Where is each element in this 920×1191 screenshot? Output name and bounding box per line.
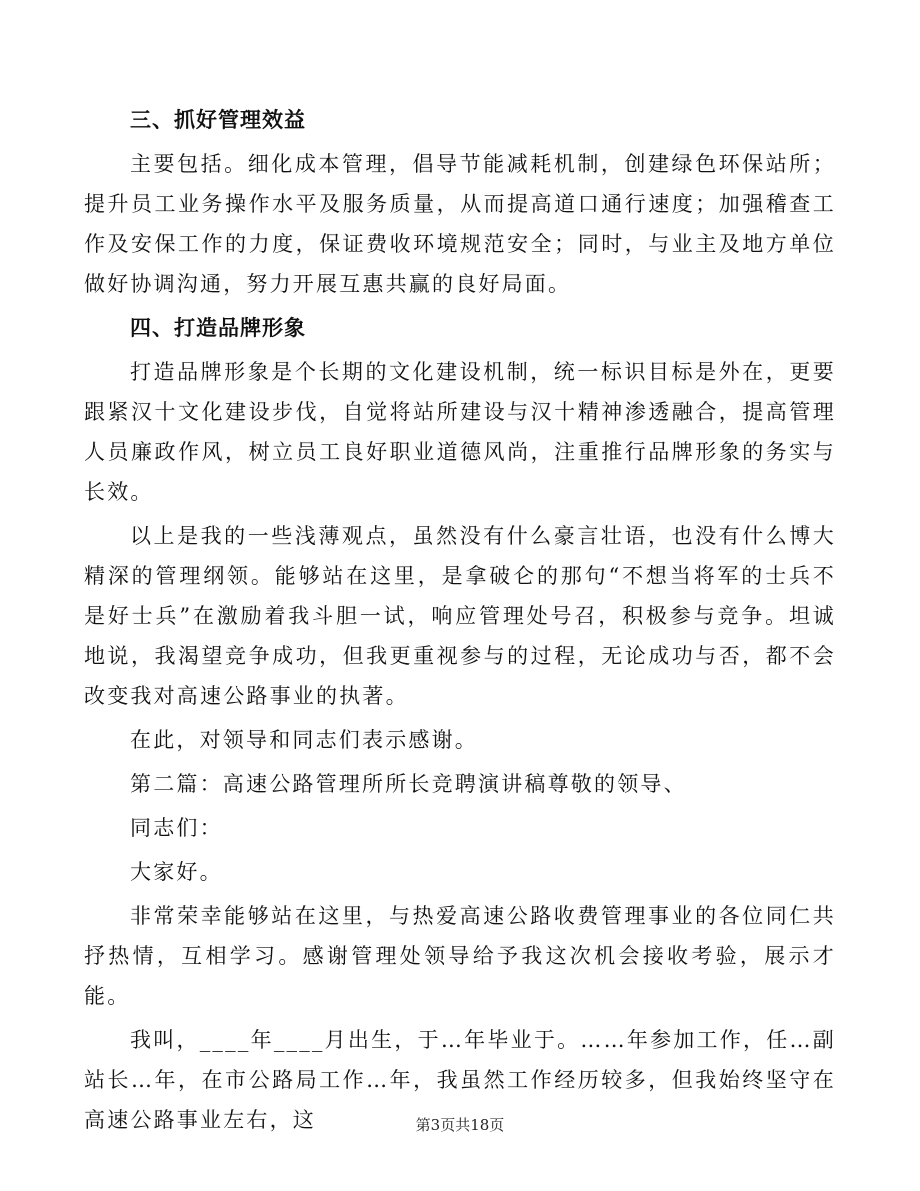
section-heading-3: 三、抓好管理效益: [130, 107, 306, 132]
paragraph-salutation: 同志们：: [130, 816, 223, 840]
paragraph-management-benefits: 主要包括。细化成本管理，倡导节能减耗机制，创建绿色环保站所；提升员工业务操作水平及服务质量，从而提高道口通行速度；加强稽查工作及安保工作的力度，保证费收环境规范安全；同时，与业主及地方单位做好协调沟通，努力开展互惠共赢的良好局面。: [84, 152, 836, 296]
paragraph-closing-views: 以上是我的一些浅薄观点，虽然没有什么豪言壮语，也没有什么博大精深的管理纲领。能够站在这里，是拿破仑的那句“不想当将军的士兵不是好士兵”在激励着我斗胆一试，响应管理处号召，积极参与竞争。坦诚地说，我渴望竞争成功，但我更重视参与的过程，无论成功与否，都不会改变我对高速公路事业的执著。: [84, 524, 836, 708]
paragraph-thanks: 在此，对领导和同志们表示感谢。: [130, 728, 478, 752]
paragraph-second-title: 第二篇：高速公路管理所所长竞聘演讲稿尊敬的领导、: [130, 772, 687, 796]
paragraph-brand-image: 打造品牌形象是个长期的文化建设机制，统一标识目标是外在，更要跟紧汉十文化建设步伐，自觉将站所建设与汉十精神渗透融合，提高管理人员廉政作风，树立员工良好职业道德风尚，注重推行品牌形象的务实与长效。: [84, 360, 836, 504]
page-number-footer: 第3页共18页: [415, 1116, 505, 1134]
paragraph-honored: 非常荣幸能够站在这里，与热爱高速公路收费管理事业的各位同仁共抒热情，互相学习。感谢管理处领导给予我这次机会接收考验，展示才能。: [84, 904, 836, 1008]
paragraph-greeting: 大家好。: [130, 860, 223, 884]
section-heading-4: 四、打造品牌形象: [130, 315, 306, 340]
document-body: [84, 100, 836, 1144]
paragraph-self-intro: 我叫，____年____月出生，于…年毕业于。……年参加工作，任…副站长…年，在市公路局工作…年，我虽然工作经历较多，但我始终坚守在高速公路事业左右，这: [84, 1028, 836, 1132]
